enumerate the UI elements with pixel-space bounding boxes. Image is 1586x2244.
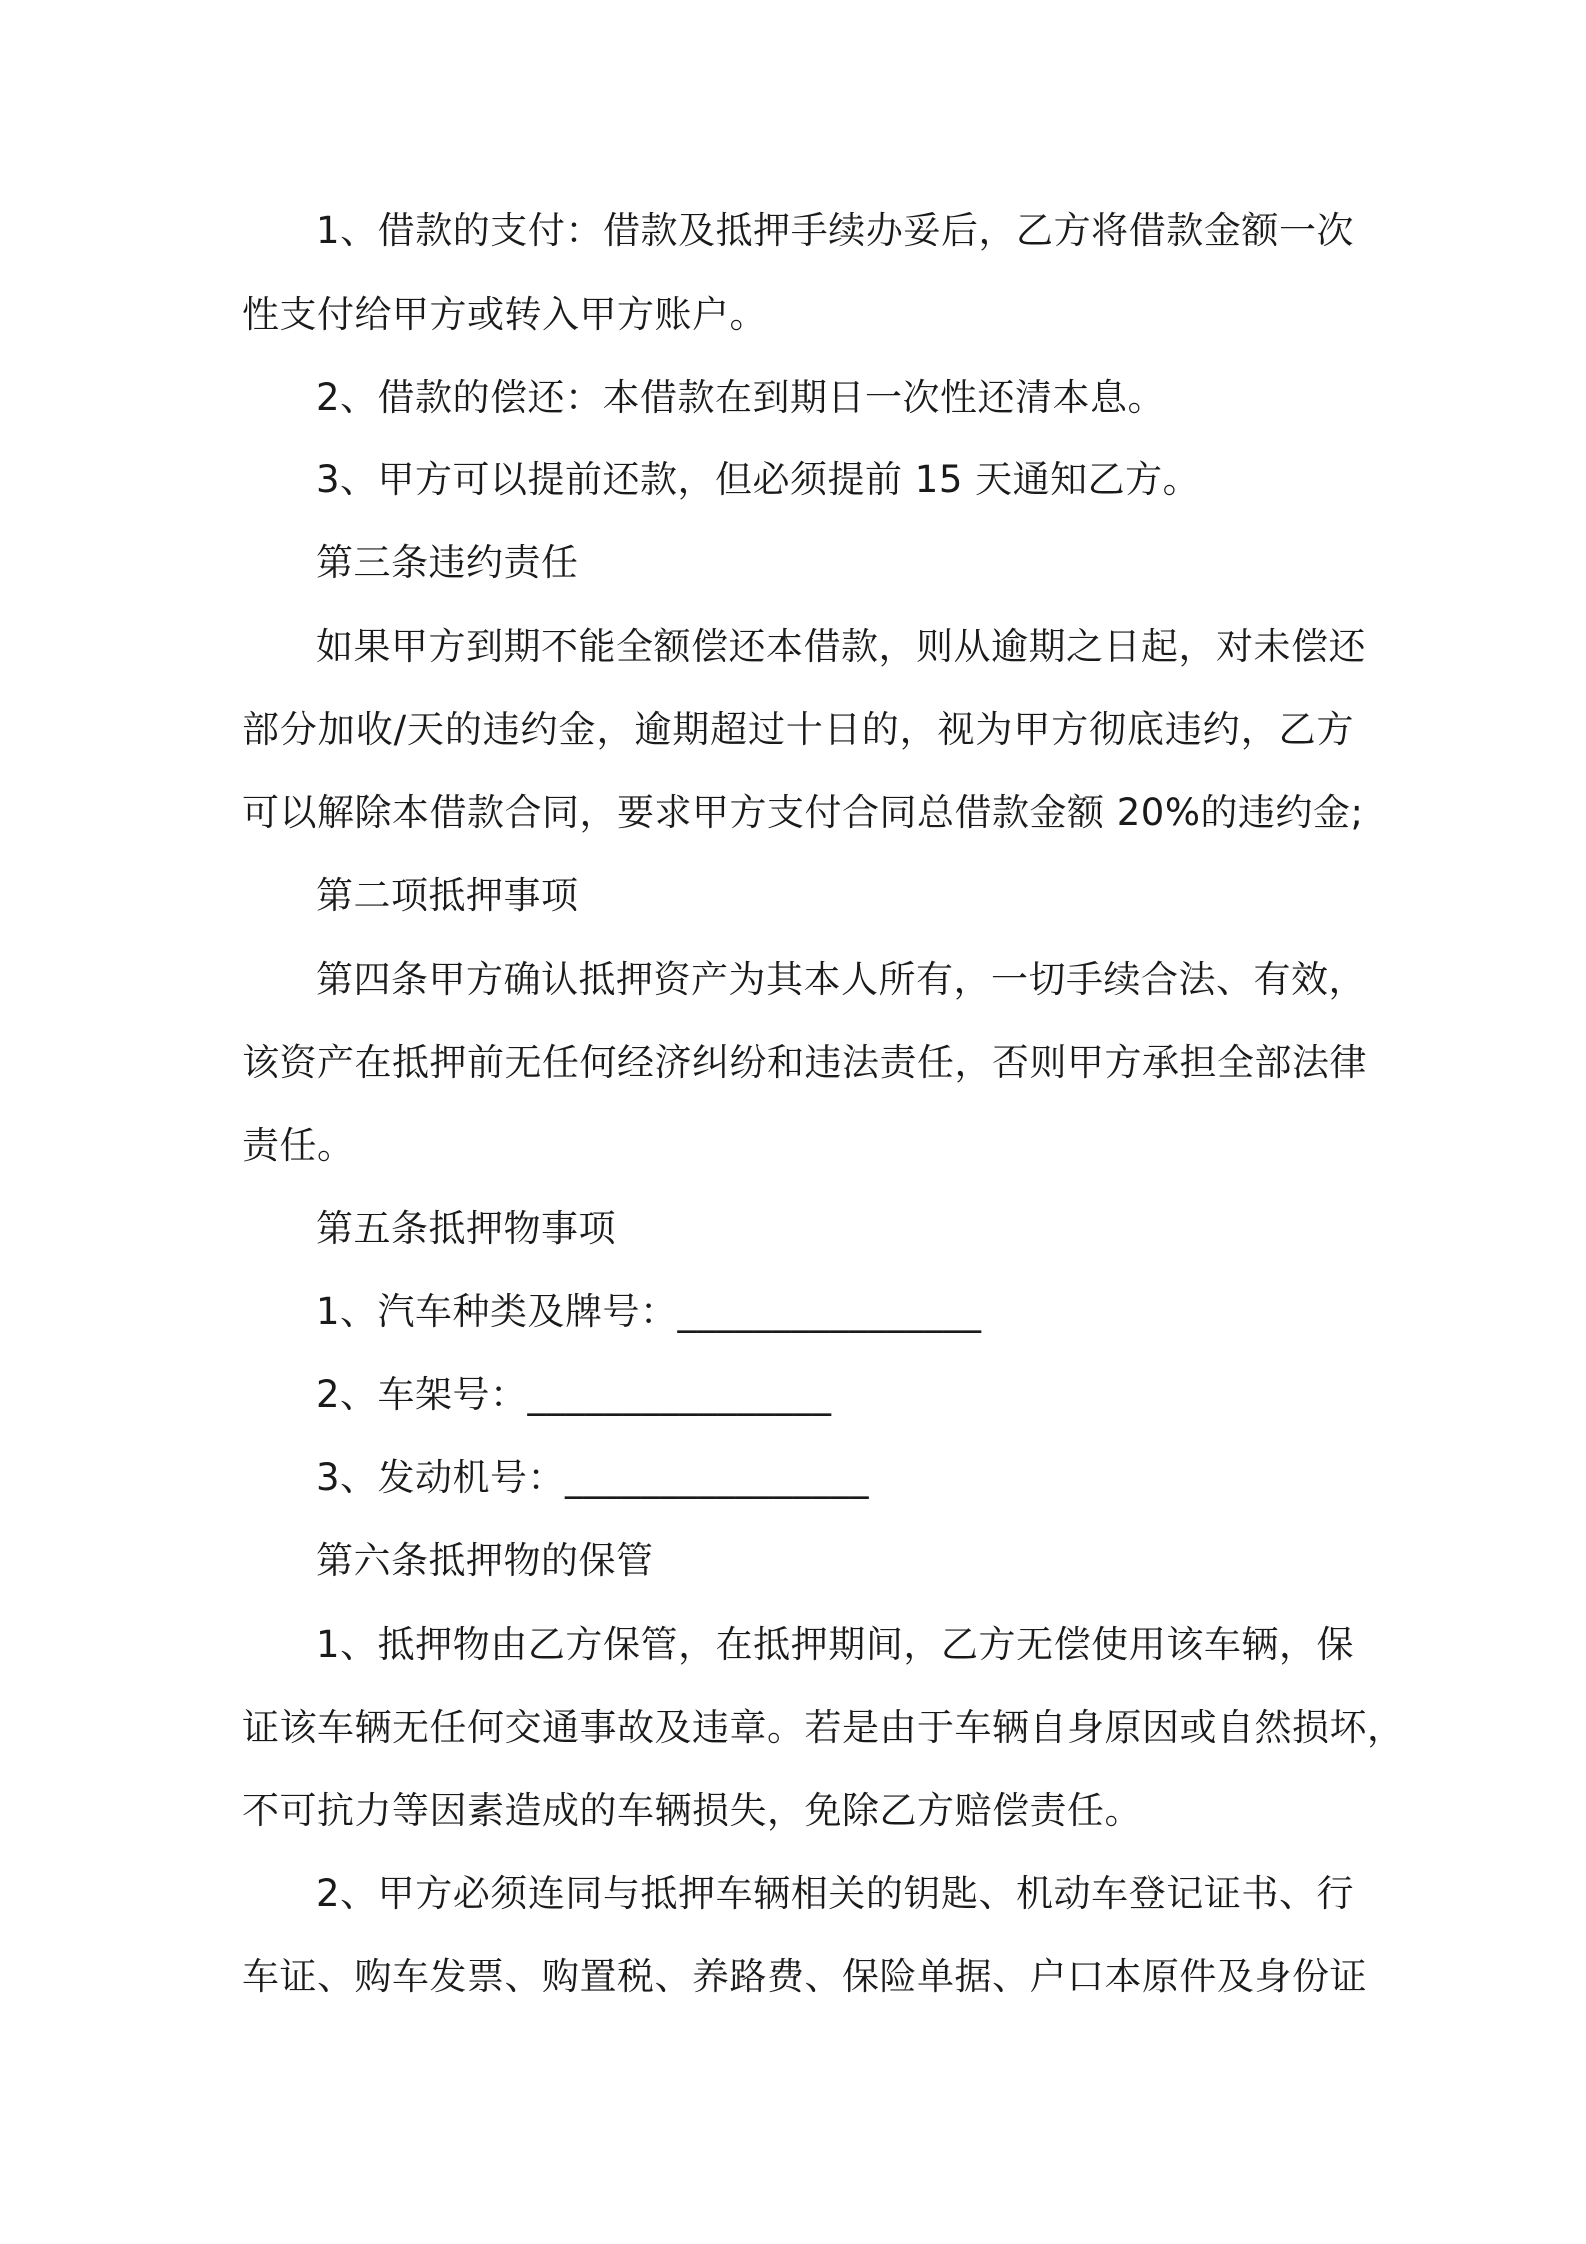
- paragraph-line: 1、抵押物由乙方保管，在抵押期间，乙方无偿使用该车辆，保: [316, 1623, 1354, 1666]
- paragraph-line: 责任。: [242, 1124, 355, 1167]
- paragraph-line: 该资产在抵押前无任何经济纠纷和违法责任，否则甲方承担全部法律: [242, 1041, 1367, 1084]
- form-field-line: 2、车架号：________________: [316, 1373, 832, 1416]
- section-heading: 第六条抵押物的保管: [316, 1539, 654, 1582]
- paragraph-line: 3、甲方可以提前还款，但必须提前 15 天通知乙方。: [316, 458, 1201, 501]
- form-field-line: 1、汽车种类及牌号：________________: [316, 1290, 982, 1333]
- paragraph-line: 证该车辆无任何交通事故及违章。若是由于车辆自身原因或自然损坏，: [242, 1706, 1405, 1749]
- paragraph-line: 不可抗力等因素造成的车辆损失，免除乙方赔偿责任。: [242, 1789, 1142, 1832]
- paragraph-line: 2、借款的偿还：本借款在到期日一次性还清本息。: [316, 376, 1166, 419]
- section-heading: 第五条抵押物事项: [316, 1207, 616, 1250]
- section-heading: 第二项抵押事项: [316, 874, 579, 917]
- form-field-line: 3、发动机号：________________: [316, 1456, 870, 1499]
- paragraph-line: 可以解除本借款合同，要求甲方支付合同总借款金额 20%的违约金;: [242, 791, 1364, 834]
- paragraph-line: 部分加收/天的违约金，逾期超过十日的，视为甲方彻底违约，乙方: [242, 708, 1354, 751]
- paragraph-line: 性支付给甲方或转入甲方账户。: [242, 293, 767, 336]
- section-heading: 第三条违约责任: [316, 541, 579, 584]
- paragraph-line: 第四条甲方确认抵押资产为其本人所有，一切手续合法、有效，: [316, 958, 1366, 1001]
- paragraph-line: 车证、购车发票、购置税、养路费、保险单据、户口本原件及身份证: [242, 1955, 1367, 1998]
- paragraph-line: 1、借款的支付：借款及抵押手续办妥后，乙方将借款金额一次: [316, 209, 1354, 252]
- paragraph-line: 2、甲方必须连同与抵押车辆相关的钥匙、机动车登记证书、行: [316, 1872, 1354, 1915]
- paragraph-line: 如果甲方到期不能全额偿还本借款，则从逾期之日起，对未偿还: [316, 625, 1366, 668]
